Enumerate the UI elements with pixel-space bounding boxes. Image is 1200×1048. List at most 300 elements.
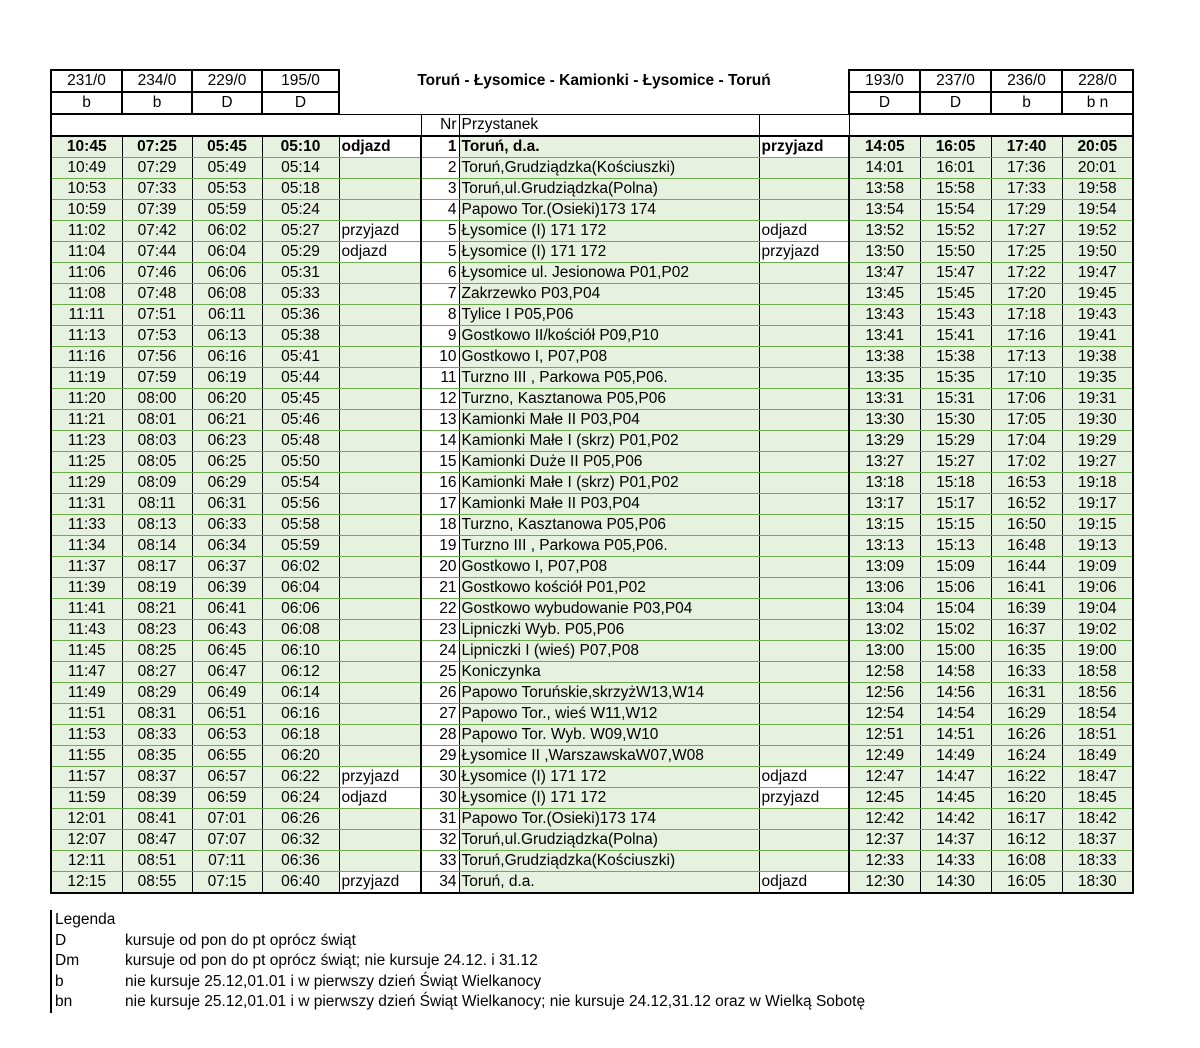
note-left bbox=[339, 578, 421, 599]
timetable-row bbox=[51, 158, 1133, 179]
return-time: 15:38 bbox=[920, 347, 991, 368]
return-time: 14:05 bbox=[849, 136, 920, 158]
timetable bbox=[50, 69, 1134, 894]
return-time: 15:09 bbox=[920, 557, 991, 578]
departure-time: 06:45 bbox=[192, 641, 262, 662]
stop-number: 4 bbox=[421, 200, 459, 221]
note-right bbox=[759, 263, 849, 284]
note-left bbox=[339, 431, 421, 452]
return-time: 16:12 bbox=[991, 830, 1062, 851]
departure-time: 06:41 bbox=[192, 599, 262, 620]
note-left: przyjazd bbox=[339, 872, 421, 894]
departure-time: 07:59 bbox=[122, 368, 192, 389]
note-left: przyjazd bbox=[339, 221, 421, 242]
departure-time: 08:14 bbox=[122, 536, 192, 557]
return-time: 12:49 bbox=[849, 746, 920, 767]
departure-time: 08:03 bbox=[122, 431, 192, 452]
departure-time: 11:47 bbox=[51, 662, 122, 683]
stop-name: Turzno III , Parkowa P05,P06. bbox=[459, 536, 759, 557]
departure-time: 05:46 bbox=[262, 410, 339, 431]
course-number: 228/0 bbox=[1062, 70, 1133, 92]
departure-time: 08:37 bbox=[122, 767, 192, 788]
timetable-row bbox=[51, 389, 1133, 410]
return-time: 20:01 bbox=[1062, 158, 1133, 179]
departure-time: 08:01 bbox=[122, 410, 192, 431]
departure-time: 06:23 bbox=[192, 431, 262, 452]
note-right: odjazd bbox=[759, 767, 849, 788]
note-right bbox=[759, 179, 849, 200]
return-time: 13:54 bbox=[849, 200, 920, 221]
return-time: 13:18 bbox=[849, 473, 920, 494]
note-left bbox=[339, 704, 421, 725]
timetable-row bbox=[51, 515, 1133, 536]
return-time: 14:30 bbox=[920, 872, 991, 894]
note-left bbox=[339, 200, 421, 221]
return-time: 13:47 bbox=[849, 263, 920, 284]
timetable-row bbox=[51, 788, 1133, 809]
return-time: 15:04 bbox=[920, 599, 991, 620]
note-right bbox=[759, 284, 849, 305]
departure-time: 07:51 bbox=[122, 305, 192, 326]
legend-code: bn bbox=[55, 993, 73, 1010]
return-time: 19:13 bbox=[1062, 536, 1133, 557]
legend-text: kursuje od pon do pt oprócz świąt bbox=[125, 931, 356, 949]
return-time: 17:20 bbox=[991, 284, 1062, 305]
stop-number: 9 bbox=[421, 326, 459, 347]
return-time: 14:49 bbox=[920, 746, 991, 767]
departure-time: 05:44 bbox=[262, 368, 339, 389]
return-time: 16:35 bbox=[991, 641, 1062, 662]
note-right bbox=[759, 599, 849, 620]
departure-time: 05:45 bbox=[192, 136, 262, 158]
stop-name: Gostkowo I, P07,P08 bbox=[459, 347, 759, 368]
timetable-row bbox=[51, 662, 1133, 683]
stop-number: 1 bbox=[421, 136, 459, 158]
stop-name: Turzno III , Parkowa P05,P06. bbox=[459, 368, 759, 389]
return-time: 16:37 bbox=[991, 620, 1062, 641]
note-left bbox=[339, 263, 421, 284]
nr-header: Nr bbox=[421, 114, 459, 136]
departure-time: 11:33 bbox=[51, 515, 122, 536]
note-left bbox=[339, 389, 421, 410]
stop-name: Papowo Tor. Wyb. W09,W10 bbox=[459, 725, 759, 746]
return-time: 19:09 bbox=[1062, 557, 1133, 578]
stop-number: 15 bbox=[421, 452, 459, 473]
departure-time: 11:37 bbox=[51, 557, 122, 578]
departure-time: 05:54 bbox=[262, 473, 339, 494]
departure-time: 05:31 bbox=[262, 263, 339, 284]
return-time: 15:45 bbox=[920, 284, 991, 305]
departure-time: 08:00 bbox=[122, 389, 192, 410]
return-time: 19:54 bbox=[1062, 200, 1133, 221]
timetable-table bbox=[50, 69, 1134, 894]
stop-number: 14 bbox=[421, 431, 459, 452]
legend-code: b bbox=[55, 972, 64, 990]
timetable-row bbox=[51, 179, 1133, 200]
return-time: 16:22 bbox=[991, 767, 1062, 788]
departure-time: 08:23 bbox=[122, 620, 192, 641]
return-time: 15:50 bbox=[920, 242, 991, 263]
return-time: 17:04 bbox=[991, 431, 1062, 452]
departure-time: 06:04 bbox=[262, 578, 339, 599]
departure-time: 11:59 bbox=[51, 788, 122, 809]
departure-time: 05:59 bbox=[262, 536, 339, 557]
departure-time: 10:49 bbox=[51, 158, 122, 179]
departure-time: 05:48 bbox=[262, 431, 339, 452]
departure-time: 11:08 bbox=[51, 284, 122, 305]
return-time: 18:45 bbox=[1062, 788, 1133, 809]
return-time: 15:31 bbox=[920, 389, 991, 410]
return-time: 12:33 bbox=[849, 851, 920, 872]
note-left bbox=[339, 494, 421, 515]
note-right bbox=[759, 536, 849, 557]
note-left bbox=[339, 599, 421, 620]
departure-time: 11:16 bbox=[51, 347, 122, 368]
return-time: 19:27 bbox=[1062, 452, 1133, 473]
note-left bbox=[339, 851, 421, 872]
note-left bbox=[339, 326, 421, 347]
return-time: 15:43 bbox=[920, 305, 991, 326]
stop-number: 13 bbox=[421, 410, 459, 431]
return-time: 16:20 bbox=[991, 788, 1062, 809]
return-time: 13:35 bbox=[849, 368, 920, 389]
departure-time: 06:26 bbox=[262, 809, 339, 830]
note-left bbox=[339, 557, 421, 578]
return-time: 17:27 bbox=[991, 221, 1062, 242]
timetable-row bbox=[51, 473, 1133, 494]
timetable-row bbox=[51, 305, 1133, 326]
legend-code: Dm bbox=[55, 952, 80, 969]
departure-time: 11:11 bbox=[51, 305, 122, 326]
return-time: 19:45 bbox=[1062, 284, 1133, 305]
stop-name: Kamionki Małe II P03,P04 bbox=[459, 410, 759, 431]
return-time: 15:18 bbox=[920, 473, 991, 494]
stop-name: Kamionki Małe I (skrz) P01,P02 bbox=[459, 473, 759, 494]
departure-time: 08:19 bbox=[122, 578, 192, 599]
stop-number: 12 bbox=[421, 389, 459, 410]
stop-number: 7 bbox=[421, 284, 459, 305]
departure-time: 05:29 bbox=[262, 242, 339, 263]
note-left bbox=[339, 368, 421, 389]
stop-number: 34 bbox=[421, 872, 459, 894]
return-time: 12:51 bbox=[849, 725, 920, 746]
departure-time: 11:57 bbox=[51, 767, 122, 788]
return-time: 12:37 bbox=[849, 830, 920, 851]
return-time: 16:29 bbox=[991, 704, 1062, 725]
note-right bbox=[759, 662, 849, 683]
departure-time: 05:41 bbox=[262, 347, 339, 368]
departure-time: 11:04 bbox=[51, 242, 122, 263]
departure-time: 05:58 bbox=[262, 515, 339, 536]
return-time: 16:48 bbox=[991, 536, 1062, 557]
note-right bbox=[759, 578, 849, 599]
legend-text: nie kursuje 25.12,01.01 i w pierwszy dzień Świąt Wielkanocy; nie kursuje 24.12,31.12 oraz w Wielką Sobotę bbox=[125, 993, 866, 1010]
return-time: 14:51 bbox=[920, 725, 991, 746]
departure-time: 08:11 bbox=[122, 494, 192, 515]
stop-name: Kamionki Duże II P05,P06 bbox=[459, 452, 759, 473]
stop-name: Lipniczki I (wieś) P07,P08 bbox=[459, 641, 759, 662]
stop-name: Łysomice ul. Jesionowa P01,P02 bbox=[459, 263, 759, 284]
return-time: 16:05 bbox=[991, 872, 1062, 894]
stop-number: 20 bbox=[421, 557, 459, 578]
timetable-row bbox=[51, 851, 1133, 872]
note-right bbox=[759, 494, 849, 515]
departure-time: 11:06 bbox=[51, 263, 122, 284]
stop-number: 5 bbox=[421, 242, 459, 263]
departure-time: 05:53 bbox=[192, 179, 262, 200]
legend bbox=[50, 910, 865, 1013]
timetable-row bbox=[51, 284, 1133, 305]
stop-name: Toruń, d.a. bbox=[459, 136, 759, 158]
header-filler bbox=[759, 114, 849, 136]
departure-time: 11:19 bbox=[51, 368, 122, 389]
departure-time: 06:22 bbox=[262, 767, 339, 788]
return-time: 13:06 bbox=[849, 578, 920, 599]
return-time: 17:29 bbox=[991, 200, 1062, 221]
departure-time: 05:24 bbox=[262, 200, 339, 221]
return-time: 16:53 bbox=[991, 473, 1062, 494]
return-time: 17:22 bbox=[991, 263, 1062, 284]
departure-time: 07:33 bbox=[122, 179, 192, 200]
note-right bbox=[759, 851, 849, 872]
return-time: 12:56 bbox=[849, 683, 920, 704]
return-time: 17:10 bbox=[991, 368, 1062, 389]
return-time: 13:38 bbox=[849, 347, 920, 368]
return-time: 17:18 bbox=[991, 305, 1062, 326]
stop-name: Gostkowo kościół P01,P02 bbox=[459, 578, 759, 599]
return-time: 19:52 bbox=[1062, 221, 1133, 242]
departure-time: 11:25 bbox=[51, 452, 122, 473]
departure-time: 11:20 bbox=[51, 389, 122, 410]
return-time: 16:50 bbox=[991, 515, 1062, 536]
departure-time: 10:59 bbox=[51, 200, 122, 221]
note-left: odjazd bbox=[339, 788, 421, 809]
departure-time: 05:36 bbox=[262, 305, 339, 326]
return-time: 14:33 bbox=[920, 851, 991, 872]
return-time: 16:44 bbox=[991, 557, 1062, 578]
return-time: 17:40 bbox=[991, 136, 1062, 158]
stop-number: 23 bbox=[421, 620, 459, 641]
course-marker: D bbox=[262, 92, 339, 114]
stop-number: 26 bbox=[421, 683, 459, 704]
course-marker: b bbox=[122, 92, 192, 114]
stop-name: Tylice I P05,P06 bbox=[459, 305, 759, 326]
departure-time: 06:19 bbox=[192, 368, 262, 389]
course-number: 193/0 bbox=[849, 70, 920, 92]
note-right bbox=[759, 200, 849, 221]
departure-time: 06:18 bbox=[262, 725, 339, 746]
stop-number: 30 bbox=[421, 788, 459, 809]
stop-name: Toruń, d.a. bbox=[459, 872, 759, 894]
note-right bbox=[759, 725, 849, 746]
return-time: 15:41 bbox=[920, 326, 991, 347]
legend-code: D bbox=[55, 931, 67, 949]
departure-time: 05:59 bbox=[192, 200, 262, 221]
return-time: 19:41 bbox=[1062, 326, 1133, 347]
departure-time: 08:47 bbox=[122, 830, 192, 851]
departure-time: 12:07 bbox=[51, 830, 122, 851]
return-time: 18:54 bbox=[1062, 704, 1133, 725]
departure-time: 11:02 bbox=[51, 221, 122, 242]
return-time: 16:24 bbox=[991, 746, 1062, 767]
departure-time: 06:57 bbox=[192, 767, 262, 788]
legend-item bbox=[55, 972, 865, 993]
timetable-row bbox=[51, 368, 1133, 389]
header-spacer bbox=[339, 92, 849, 114]
stop-number: 2 bbox=[421, 158, 459, 179]
timetable-row bbox=[51, 221, 1133, 242]
departure-time: 06:53 bbox=[192, 725, 262, 746]
stop-name: Toruń,Grudziądzka(Kościuszki) bbox=[459, 158, 759, 179]
departure-time: 06:16 bbox=[192, 347, 262, 368]
departure-time: 06:33 bbox=[192, 515, 262, 536]
return-time: 19:18 bbox=[1062, 473, 1133, 494]
departure-time: 08:33 bbox=[122, 725, 192, 746]
return-time: 13:52 bbox=[849, 221, 920, 242]
stop-number: 28 bbox=[421, 725, 459, 746]
departure-time: 08:31 bbox=[122, 704, 192, 725]
departure-time: 08:39 bbox=[122, 788, 192, 809]
header-filler bbox=[849, 114, 1133, 136]
course-number: 237/0 bbox=[920, 70, 991, 92]
note-left: odjazd bbox=[339, 242, 421, 263]
return-time: 15:30 bbox=[920, 410, 991, 431]
departure-time: 06:43 bbox=[192, 620, 262, 641]
note-left bbox=[339, 305, 421, 326]
return-time: 19:35 bbox=[1062, 368, 1133, 389]
return-time: 14:54 bbox=[920, 704, 991, 725]
stop-number: 11 bbox=[421, 368, 459, 389]
return-time: 19:04 bbox=[1062, 599, 1133, 620]
timetable-row bbox=[51, 242, 1133, 263]
stop-name: Toruń,ul.Grudziądzka(Polna) bbox=[459, 179, 759, 200]
departure-time: 06:06 bbox=[192, 263, 262, 284]
course-marker-row bbox=[51, 92, 1133, 114]
departure-time: 07:42 bbox=[122, 221, 192, 242]
return-time: 18:58 bbox=[1062, 662, 1133, 683]
departure-time: 08:25 bbox=[122, 641, 192, 662]
departure-time: 07:25 bbox=[122, 136, 192, 158]
note-left bbox=[339, 641, 421, 662]
return-time: 14:45 bbox=[920, 788, 991, 809]
departure-time: 11:31 bbox=[51, 494, 122, 515]
note-right bbox=[759, 326, 849, 347]
stop-number: 19 bbox=[421, 536, 459, 557]
departure-time: 07:29 bbox=[122, 158, 192, 179]
departure-time: 11:29 bbox=[51, 473, 122, 494]
return-time: 15:58 bbox=[920, 179, 991, 200]
departure-time: 08:17 bbox=[122, 557, 192, 578]
return-time: 15:13 bbox=[920, 536, 991, 557]
return-time: 13:15 bbox=[849, 515, 920, 536]
note-right: odjazd bbox=[759, 221, 849, 242]
departure-time: 06:12 bbox=[262, 662, 339, 683]
return-time: 16:52 bbox=[991, 494, 1062, 515]
return-time: 15:52 bbox=[920, 221, 991, 242]
departure-time: 11:41 bbox=[51, 599, 122, 620]
return-time: 19:15 bbox=[1062, 515, 1133, 536]
departure-time: 06:32 bbox=[262, 830, 339, 851]
note-left bbox=[339, 620, 421, 641]
stop-number: 24 bbox=[421, 641, 459, 662]
return-time: 19:00 bbox=[1062, 641, 1133, 662]
return-time: 19:38 bbox=[1062, 347, 1133, 368]
departure-time: 07:53 bbox=[122, 326, 192, 347]
note-right bbox=[759, 515, 849, 536]
departure-time: 11:45 bbox=[51, 641, 122, 662]
course-number: 234/0 bbox=[122, 70, 192, 92]
legend-heading: Legenda bbox=[55, 911, 116, 928]
departure-time: 11:23 bbox=[51, 431, 122, 452]
departure-time: 08:21 bbox=[122, 599, 192, 620]
return-time: 13:43 bbox=[849, 305, 920, 326]
note-right bbox=[759, 158, 849, 179]
return-time: 19:30 bbox=[1062, 410, 1133, 431]
departure-time: 07:44 bbox=[122, 242, 192, 263]
departure-time: 07:39 bbox=[122, 200, 192, 221]
departure-time: 05:27 bbox=[262, 221, 339, 242]
stop-number: 17 bbox=[421, 494, 459, 515]
stop-name: Gostkowo I, P07,P08 bbox=[459, 557, 759, 578]
departure-time: 08:09 bbox=[122, 473, 192, 494]
departure-time: 05:38 bbox=[262, 326, 339, 347]
timetable-row bbox=[51, 599, 1133, 620]
return-time: 14:58 bbox=[920, 662, 991, 683]
stop-name: Łysomice (I) 171 172 bbox=[459, 242, 759, 263]
stop-name: Łysomice (I) 171 172 bbox=[459, 221, 759, 242]
note-right bbox=[759, 746, 849, 767]
course-number: 231/0 bbox=[51, 70, 122, 92]
departure-time: 05:56 bbox=[262, 494, 339, 515]
timetable-row bbox=[51, 200, 1133, 221]
timetable-body bbox=[51, 70, 1133, 893]
stop-number: 25 bbox=[421, 662, 459, 683]
stop-name: Zakrzewko P03,P04 bbox=[459, 284, 759, 305]
course-marker: b n bbox=[1062, 92, 1133, 114]
timetable-row bbox=[51, 725, 1133, 746]
note-right: przyjazd bbox=[759, 242, 849, 263]
departure-time: 06:14 bbox=[262, 683, 339, 704]
return-time: 14:56 bbox=[920, 683, 991, 704]
legend-text: kursuje od pon do pt oprócz świąt; nie kursuje 24.12. i 31.12 bbox=[125, 952, 538, 969]
stop-number: 3 bbox=[421, 179, 459, 200]
return-time: 15:47 bbox=[920, 263, 991, 284]
departure-time: 07:15 bbox=[192, 872, 262, 894]
departure-time: 11:39 bbox=[51, 578, 122, 599]
stop-number: 33 bbox=[421, 851, 459, 872]
header-filler bbox=[339, 114, 421, 136]
return-time: 14:47 bbox=[920, 767, 991, 788]
course-marker: D bbox=[192, 92, 262, 114]
departure-time: 11:13 bbox=[51, 326, 122, 347]
departure-time: 11:55 bbox=[51, 746, 122, 767]
stop-name: Papowo Tor.(Osieki)173 174 bbox=[459, 200, 759, 221]
return-time: 12:45 bbox=[849, 788, 920, 809]
timetable-row bbox=[51, 620, 1133, 641]
note-left bbox=[339, 284, 421, 305]
return-time: 14:42 bbox=[920, 809, 991, 830]
departure-time: 11:51 bbox=[51, 704, 122, 725]
note-left bbox=[339, 347, 421, 368]
note-left bbox=[339, 536, 421, 557]
return-time: 13:58 bbox=[849, 179, 920, 200]
stop-number: 5 bbox=[421, 221, 459, 242]
stop-number: 31 bbox=[421, 809, 459, 830]
departure-time: 11:34 bbox=[51, 536, 122, 557]
departure-time: 06:34 bbox=[192, 536, 262, 557]
timetable-row bbox=[51, 452, 1133, 473]
return-time: 15:17 bbox=[920, 494, 991, 515]
